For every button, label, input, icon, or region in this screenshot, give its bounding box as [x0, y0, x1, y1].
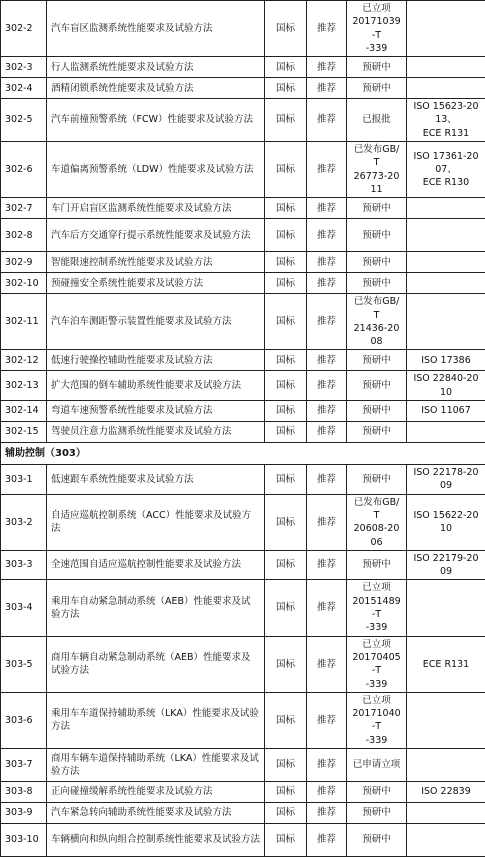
standard-level-cell: 国标: [265, 748, 307, 781]
standard-level-cell: 国标: [265, 422, 307, 443]
standard-name-cell: 商用车辆自动紧急制动系统（AEB）性能要求及试验方法: [47, 636, 265, 692]
standard-status-cell: 已立项 20171039-T -339: [347, 1, 407, 57]
table-row: [1, 78, 485, 99]
standard-status-cell: 预研中: [347, 550, 407, 580]
reference-standard-cell: ISO 15623-2013、 ECE R131: [407, 99, 485, 142]
reference-standard-cell: [407, 294, 485, 350]
table-row: [1, 252, 485, 273]
table-row: [1, 350, 485, 371]
standard-name-cell: 自适应巡航控制系统（ACC）性能要求及试验方法: [47, 494, 265, 550]
reference-standard-cell: [407, 580, 485, 636]
standard-name-cell: 汽车紧急转向辅助系统性能要求及试验方法: [47, 802, 265, 823]
standard-id-cell: 303-7: [1, 748, 47, 781]
standard-status-cell: 已立项 20151489-T -339: [347, 580, 407, 636]
standard-status-cell: 预研中: [347, 198, 407, 219]
standard-id-cell: 303-4: [1, 580, 47, 636]
standard-level-cell: 国标: [265, 802, 307, 823]
standard-type-cell: 推荐: [307, 802, 347, 823]
table-row: [1, 1, 485, 57]
table-row: [1, 401, 485, 422]
standard-type-cell: 推荐: [307, 401, 347, 422]
standard-level-cell: 国标: [265, 636, 307, 692]
standard-id-cell: 302-9: [1, 252, 47, 273]
standard-type-cell: 推荐: [307, 781, 347, 802]
reference-standard-cell: ECE R131: [407, 636, 485, 692]
standard-id-cell: 303-1: [1, 465, 47, 495]
reference-standard-cell: ISO 22179-2009: [407, 550, 485, 580]
standard-level-cell: 国标: [265, 294, 307, 350]
standard-name-cell: 低速行驶操控辅助性能要求及试验方法: [47, 350, 265, 371]
standard-name-cell: 车门开启盲区监测系统性能要求及试验方法: [47, 198, 265, 219]
table-row: [1, 748, 485, 781]
reference-standard-cell: [407, 422, 485, 443]
table-row: [1, 273, 485, 294]
reference-standard-cell: [407, 823, 485, 856]
standard-id-cell: 303-9: [1, 802, 47, 823]
standard-status-cell: 已发布GB/T 26773-2011: [347, 142, 407, 198]
standard-id-cell: 302-13: [1, 371, 47, 401]
standard-id-cell: 302-8: [1, 219, 47, 252]
standard-status-cell: 已立项 20170405-T -339: [347, 636, 407, 692]
standard-level-cell: 国标: [265, 142, 307, 198]
reference-standard-cell: [407, 219, 485, 252]
table-row: [1, 142, 485, 198]
standard-type-cell: 推荐: [307, 422, 347, 443]
standard-name-cell: 车辆横向和纵向组合控制系统性能要求及试验方法: [47, 823, 265, 856]
standard-id-cell: 303-6: [1, 692, 47, 748]
standard-type-cell: 推荐: [307, 78, 347, 99]
standard-level-cell: 国标: [265, 252, 307, 273]
table-row: [1, 294, 485, 350]
standard-type-cell: 推荐: [307, 823, 347, 856]
table-row: [1, 422, 485, 443]
standard-level-cell: 国标: [265, 550, 307, 580]
standard-name-cell: 预碰撞安全系统性能要求及试验方法: [47, 273, 265, 294]
reference-standard-cell: ISO 22839: [407, 781, 485, 802]
standard-id-cell: 303-8: [1, 781, 47, 802]
section-row: [1, 443, 485, 465]
standard-status-cell: 已立项 20171040-T -339: [347, 692, 407, 748]
standard-name-cell: 汽车盲区监测系统性能要求及试验方法: [47, 1, 265, 57]
table-row: [1, 550, 485, 580]
standard-id-cell: 302-12: [1, 350, 47, 371]
standard-status-cell: 已发布GB/T 20608-2006: [347, 494, 407, 550]
standard-level-cell: 国标: [265, 781, 307, 802]
standard-name-cell: 低速跟车系统性能要求及试验方法: [47, 465, 265, 495]
table-row: [1, 692, 485, 748]
standard-level-cell: 国标: [265, 401, 307, 422]
reference-standard-cell: ISO 22840-2010: [407, 371, 485, 401]
standard-status-cell: 预研中: [347, 78, 407, 99]
standard-status-cell: 预研中: [347, 371, 407, 401]
standard-id-cell: 302-11: [1, 294, 47, 350]
standard-name-cell: 汽车泊车测距警示装置性能要求及试验方法: [47, 294, 265, 350]
reference-standard-cell: ISO 15622-2010: [407, 494, 485, 550]
table-row: [1, 494, 485, 550]
standard-type-cell: 推荐: [307, 748, 347, 781]
standard-name-cell: 正向碰撞缓解系统性能要求及试验方法: [47, 781, 265, 802]
standard-status-cell: 已申请立项: [347, 748, 407, 781]
standard-status-cell: 预研中: [347, 252, 407, 273]
standard-name-cell: 行人监测系统性能要求及试验方法: [47, 57, 265, 78]
standard-id-cell: 302-10: [1, 273, 47, 294]
standard-name-cell: 弯道车速预警系统性能要求及试验方法: [47, 401, 265, 422]
standard-type-cell: 推荐: [307, 580, 347, 636]
standard-type-cell: 推荐: [307, 198, 347, 219]
standard-type-cell: 推荐: [307, 550, 347, 580]
standard-level-cell: 国标: [265, 494, 307, 550]
reference-standard-cell: [407, 692, 485, 748]
standard-status-cell: 已报批: [347, 99, 407, 142]
standard-type-cell: 推荐: [307, 692, 347, 748]
standard-id-cell: 302-3: [1, 57, 47, 78]
standard-status-cell: 预研中: [347, 273, 407, 294]
standard-status-cell: 预研中: [347, 422, 407, 443]
standard-status-cell: 预研中: [347, 57, 407, 78]
standard-type-cell: 推荐: [307, 99, 347, 142]
standard-type-cell: 推荐: [307, 142, 347, 198]
table-row: [1, 219, 485, 252]
table-row: [1, 99, 485, 142]
table-row: [1, 802, 485, 823]
table-row: [1, 781, 485, 802]
standard-id-cell: 303-10: [1, 823, 47, 856]
standard-status-cell: 预研中: [347, 465, 407, 495]
standard-name-cell: 汽车后方交通穿行提示系统性能要求及试验方法: [47, 219, 265, 252]
table-row: [1, 580, 485, 636]
standard-type-cell: 推荐: [307, 57, 347, 78]
standard-type-cell: 推荐: [307, 219, 347, 252]
reference-standard-cell: [407, 1, 485, 57]
standards-table-body: [1, 1, 485, 857]
table-row: [1, 371, 485, 401]
standard-level-cell: 国标: [265, 465, 307, 495]
reference-standard-cell: ISO 17386: [407, 350, 485, 371]
standard-level-cell: 国标: [265, 1, 307, 57]
reference-standard-cell: [407, 78, 485, 99]
standard-id-cell: 302-4: [1, 78, 47, 99]
standard-id-cell: 302-7: [1, 198, 47, 219]
standard-level-cell: 国标: [265, 371, 307, 401]
table-row: [1, 465, 485, 495]
standard-status-cell: 预研中: [347, 219, 407, 252]
standard-level-cell: 国标: [265, 78, 307, 99]
standard-type-cell: 推荐: [307, 465, 347, 495]
standard-level-cell: 国标: [265, 692, 307, 748]
standard-name-cell: 酒精闭锁系统性能要求及试验方法: [47, 78, 265, 99]
standard-name-cell: 车道偏离预警系统（LDW）性能要求及试验方法: [47, 142, 265, 198]
standard-status-cell: 已发布GB/T 21436-2008: [347, 294, 407, 350]
standard-level-cell: 国标: [265, 198, 307, 219]
reference-standard-cell: [407, 252, 485, 273]
standard-type-cell: 推荐: [307, 494, 347, 550]
reference-standard-cell: [407, 57, 485, 78]
standard-id-cell: 302-2: [1, 1, 47, 57]
standard-type-cell: 推荐: [307, 252, 347, 273]
standard-id-cell: 302-5: [1, 99, 47, 142]
table-row: [1, 198, 485, 219]
standard-name-cell: 汽车前撞预警系统（FCW）性能要求及试验方法: [47, 99, 265, 142]
standard-type-cell: 推荐: [307, 294, 347, 350]
standard-name-cell: 乘用车自动紧急制动系统（AEB）性能要求及试验方法: [47, 580, 265, 636]
standard-id-cell: 303-2: [1, 494, 47, 550]
standard-name-cell: 全速范围自适应巡航控制性能要求及试验方法: [47, 550, 265, 580]
standard-type-cell: 推荐: [307, 273, 347, 294]
standard-status-cell: 预研中: [347, 823, 407, 856]
reference-standard-cell: ISO 22178-2009: [407, 465, 485, 495]
standard-name-cell: 商用车辆车道保持辅助系统（LKA）性能要求及试验方法: [47, 748, 265, 781]
section-title: 辅助控制（303）: [1, 443, 485, 465]
standard-status-cell: 预研中: [347, 781, 407, 802]
standard-level-cell: 国标: [265, 350, 307, 371]
standard-level-cell: 国标: [265, 57, 307, 78]
standard-name-cell: 驾驶员注意力监测系统性能要求及试验方法: [47, 422, 265, 443]
reference-standard-cell: [407, 273, 485, 294]
reference-standard-cell: ISO 11067: [407, 401, 485, 422]
standard-type-cell: 推荐: [307, 350, 347, 371]
table-row: [1, 636, 485, 692]
standard-level-cell: 国标: [265, 99, 307, 142]
standard-status-cell: 预研中: [347, 350, 407, 371]
standard-type-cell: 推荐: [307, 1, 347, 57]
standard-level-cell: 国标: [265, 580, 307, 636]
standard-id-cell: 303-5: [1, 636, 47, 692]
standard-type-cell: 推荐: [307, 636, 347, 692]
standard-id-cell: 302-6: [1, 142, 47, 198]
standard-name-cell: 乘用车车道保持辅助系统（LKA）性能要求及试验方法: [47, 692, 265, 748]
table-row: [1, 823, 485, 856]
reference-standard-cell: ISO 17361-2007、 ECE R130: [407, 142, 485, 198]
standard-type-cell: 推荐: [307, 371, 347, 401]
standard-id-cell: 302-14: [1, 401, 47, 422]
standard-level-cell: 国标: [265, 273, 307, 294]
reference-standard-cell: [407, 802, 485, 823]
standard-id-cell: 303-3: [1, 550, 47, 580]
reference-standard-cell: [407, 748, 485, 781]
standard-level-cell: 国标: [265, 219, 307, 252]
table-row: [1, 57, 485, 78]
standard-status-cell: 预研中: [347, 401, 407, 422]
standard-level-cell: 国标: [265, 823, 307, 856]
standard-id-cell: 302-15: [1, 422, 47, 443]
standard-name-cell: 扩大范围的倒车辅助系统性能要求及试验方法: [47, 371, 265, 401]
reference-standard-cell: [407, 198, 485, 219]
standard-name-cell: 智能限速控制系统性能要求及试验方法: [47, 252, 265, 273]
standard-status-cell: 预研中: [347, 802, 407, 823]
